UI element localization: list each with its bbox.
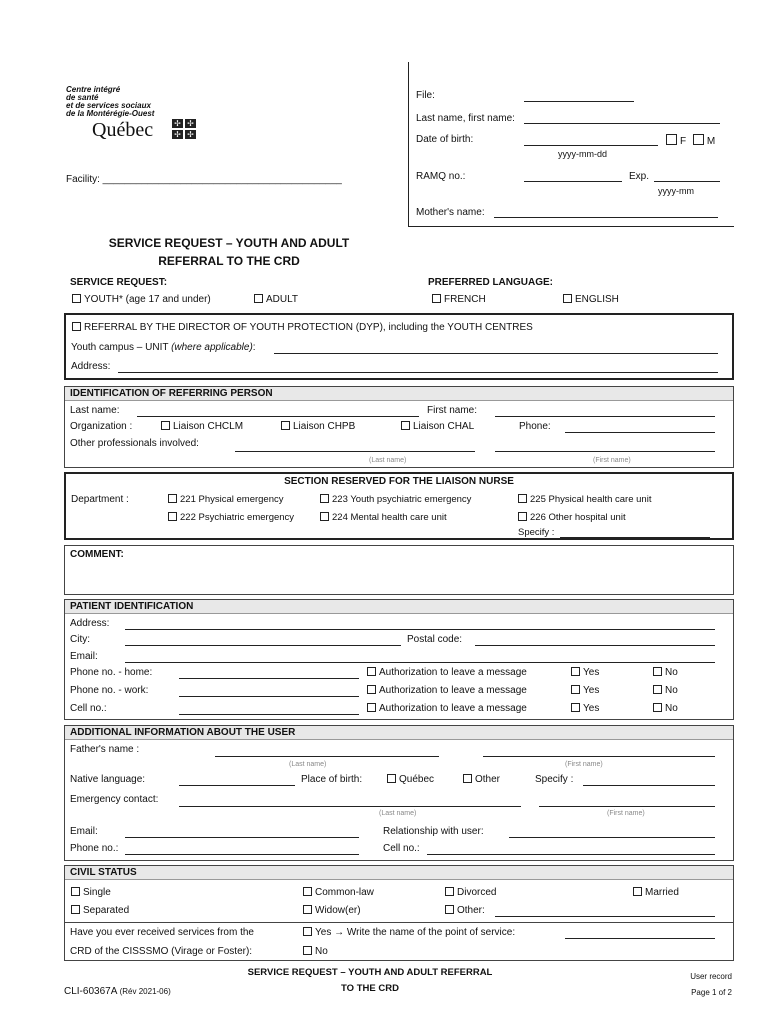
dob-label: Date of birth:	[416, 134, 474, 145]
received-no-option: No	[303, 946, 328, 957]
civil-divider	[65, 922, 733, 923]
quebec-wordmark: Québec	[92, 119, 154, 141]
divorced-checkbox[interactable]	[445, 887, 454, 896]
referring-heading: IDENTIFICATION OF REFERRING PERSON	[65, 387, 733, 401]
ramq-label: RAMQ no.:	[416, 171, 466, 182]
birth-other-checkbox[interactable]	[463, 774, 472, 783]
emergency-last-input[interactable]	[179, 806, 521, 807]
auth-home-yes-checkbox[interactable]	[571, 667, 580, 676]
contact-phone-input[interactable]	[125, 854, 359, 855]
other-prof-last-hint: (Last name)	[369, 457, 407, 464]
separated-option: Separated	[71, 905, 129, 916]
dyp-referral-checkbox[interactable]	[72, 322, 81, 331]
adult-label: ADULT	[266, 294, 299, 305]
dyp-address-label: Address:	[71, 361, 111, 372]
chal-checkbox[interactable]	[401, 421, 410, 430]
mother-label: Mother's name:	[416, 207, 485, 218]
civil-heading: CIVIL STATUS	[65, 866, 733, 880]
youth-checkbox[interactable]	[72, 294, 81, 303]
common-law-option: Common-law	[303, 887, 374, 898]
youth-campus-input[interactable]	[274, 353, 718, 354]
patient-address-label: Address:	[70, 618, 110, 629]
organization-logo	[66, 86, 154, 118]
phone-work-input[interactable]	[179, 696, 359, 697]
french-option	[432, 294, 486, 305]
patient-email-input[interactable]	[125, 662, 715, 663]
adult-checkbox[interactable]	[254, 294, 263, 303]
ref-first-name-label: First name:	[427, 405, 478, 416]
footer-title-line-1: SERVICE REQUEST – YOUTH AND ADULT REFERRAL	[247, 967, 493, 978]
form-code: CLI-60367A (Rév 2021-06)	[64, 986, 171, 997]
sex-m-checkbox[interactable]	[693, 134, 704, 145]
sex-options	[666, 134, 715, 147]
relationship-input[interactable]	[509, 837, 715, 838]
father-label: Father's name :	[70, 744, 140, 755]
org-line-3: et de services sociaux	[66, 101, 151, 110]
birth-specify-input[interactable]	[583, 785, 715, 786]
exp-hint: yyyy-mm	[658, 186, 694, 196]
page-number: Page 1 of 2	[691, 988, 732, 997]
father-first-input[interactable]	[483, 756, 715, 757]
chclm-checkbox[interactable]	[161, 421, 170, 430]
department-label: Department :	[71, 494, 129, 505]
ramq-input[interactable]	[524, 181, 622, 182]
chpb-checkbox[interactable]	[281, 421, 290, 430]
adult-option	[254, 294, 298, 305]
mother-input[interactable]	[494, 217, 718, 218]
native-language-label: Native language:	[70, 774, 146, 785]
ref-phone-label: Phone:	[519, 421, 551, 432]
specify-input[interactable]	[560, 537, 710, 538]
french-checkbox[interactable]	[432, 294, 441, 303]
youth-campus-label: Youth campus – UNIT (where applicable):	[71, 342, 256, 353]
file-label: File:	[416, 90, 435, 101]
ref-last-name-input[interactable]	[137, 416, 419, 417]
single-option: Single	[71, 887, 111, 898]
separated-checkbox[interactable]	[71, 905, 80, 914]
facility-field[interactable]: Facility: ___________________________________________	[66, 174, 342, 185]
ref-first-name-input[interactable]	[495, 416, 715, 417]
liaison-heading: SECTION RESERVED FOR THE LIAISON NURSE	[284, 476, 514, 487]
dept-226-option: 226 Other hospital unit	[518, 512, 626, 523]
auth-home-no: No	[653, 667, 678, 678]
patient-city-label: City:	[70, 634, 90, 645]
birth-other-option: Other	[463, 774, 500, 785]
cell-label: Cell no.:	[70, 703, 107, 714]
chclm-label: Liaison CHCLM	[173, 421, 244, 432]
other-prof-first-input[interactable]	[495, 451, 715, 452]
auth-cell-checkbox[interactable]	[367, 703, 376, 712]
divorced-option: Divorced	[445, 887, 496, 898]
label-area-bottom	[408, 226, 734, 227]
other-prof-last-input[interactable]	[235, 451, 475, 452]
english-option	[563, 294, 619, 305]
contact-cell-label: Cell no.:	[383, 843, 420, 854]
contact-cell-input[interactable]	[427, 854, 715, 855]
dept-225-option: 225 Physical health care unit	[518, 494, 651, 505]
dept-223-checkbox[interactable]	[320, 494, 329, 503]
quebec-flag-icon: ✢ ✢ ✢ ✢	[171, 118, 199, 140]
exp-input[interactable]	[654, 181, 720, 182]
sex-f-checkbox[interactable]	[666, 134, 677, 145]
org-line-1: Centre intégré	[66, 85, 121, 94]
name-label: Last name, first name:	[416, 113, 515, 124]
chal-label: Liaison CHAL	[413, 421, 475, 432]
dyp-referral-option	[72, 322, 533, 333]
civil-other-checkbox[interactable]	[445, 905, 454, 914]
comment-section[interactable]	[64, 545, 734, 595]
birth-quebec-checkbox[interactable]	[387, 774, 396, 783]
french-label: FRENCH	[444, 294, 486, 305]
point-of-service-input[interactable]	[565, 938, 715, 939]
auth-work-yes-checkbox[interactable]	[571, 685, 580, 694]
patient-email-label: Email:	[70, 651, 98, 662]
auth-home-yes: Yes	[571, 667, 599, 678]
ref-last-name-label: Last name:	[70, 405, 120, 416]
dyp-referral-label: REFERRAL BY THE DIRECTOR OF YOUTH PROTECTION (DYP), including the YOUTH CENTRES	[84, 322, 533, 333]
auth-work-no: No	[653, 685, 678, 696]
father-last-input[interactable]	[215, 756, 439, 757]
liaison-nurse-section	[64, 472, 734, 540]
father-first-hint: (First name)	[565, 761, 603, 768]
form-title-line-2: REFERRAL TO THE CRD	[158, 254, 300, 268]
footer-title-line-2: TO THE CRD	[341, 983, 399, 994]
specify-label: Specify :	[518, 527, 555, 538]
received-question-line-1: Have you ever received services from the	[70, 927, 254, 938]
chpb-label: Liaison CHPB	[293, 421, 356, 432]
received-question-line-2: CRD of the CISSSMO (Virage or Foster):	[70, 946, 253, 957]
auth-work-no-checkbox[interactable]	[653, 685, 662, 694]
auth-home-no-checkbox[interactable]	[653, 667, 662, 676]
additional-heading: ADDITIONAL INFORMATION ABOUT THE USER	[65, 726, 733, 740]
org-line-2: de santé	[66, 93, 99, 102]
birth-specify-label: Specify :	[535, 774, 574, 785]
language-label: PREFERRED LANGUAGE:	[428, 277, 554, 288]
sex-f-label: F	[680, 136, 687, 147]
phone-home-label: Phone no. - home:	[70, 667, 153, 678]
auth-work-yes: Yes	[571, 685, 599, 696]
auth-cell-no: No	[653, 703, 678, 714]
dept-221-checkbox[interactable]	[168, 494, 177, 503]
organization-label: Organization :	[70, 421, 133, 432]
emergency-first-hint: (First name)	[607, 810, 645, 817]
dept-224-checkbox[interactable]	[320, 512, 329, 521]
contact-email-label: Email:	[70, 826, 98, 837]
english-checkbox[interactable]	[563, 294, 572, 303]
single-checkbox[interactable]	[71, 887, 80, 896]
phone-home-input[interactable]	[179, 678, 359, 679]
postal-code-input[interactable]	[475, 645, 715, 646]
received-yes-option: Yes → Write the name of the point of service:	[303, 927, 515, 938]
postal-code-label: Postal code:	[407, 634, 463, 645]
chpb-option	[281, 421, 355, 432]
dob-hint: yyyy-mm-dd	[558, 149, 607, 159]
cell-input[interactable]	[179, 714, 359, 715]
label-area-border	[408, 62, 409, 226]
married-option: Married	[633, 887, 679, 898]
form-title-line-1: SERVICE REQUEST – YOUTH AND ADULT	[108, 236, 350, 250]
chclm-option	[161, 421, 243, 432]
auth-home-checkbox[interactable]	[367, 667, 376, 676]
place-of-birth-label: Place of birth:	[301, 774, 363, 785]
file-input[interactable]	[524, 101, 634, 102]
org-line-4: de la Montérégie-Ouest	[66, 109, 155, 118]
sex-m-label: M	[706, 136, 716, 147]
service-request-label: SERVICE REQUEST:	[70, 277, 168, 288]
exp-label: Exp.	[629, 171, 650, 182]
patient-heading: PATIENT IDENTIFICATION	[65, 600, 733, 614]
phone-work-label: Phone no. - work:	[70, 685, 149, 696]
dept-221-option: 221 Physical emergency	[168, 494, 284, 505]
emergency-contact-label: Emergency contact:	[70, 794, 159, 805]
relationship-label: Relationship with user:	[383, 826, 484, 837]
father-last-hint: (Last name)	[289, 761, 327, 768]
civil-status-section	[64, 865, 734, 961]
civil-other-input[interactable]	[495, 916, 715, 917]
dept-226-checkbox[interactable]	[518, 512, 527, 521]
dept-222-option: 222 Psychiatric emergency	[168, 512, 294, 523]
patient-identification-section	[64, 599, 734, 720]
other-prof-first-hint: (First name)	[593, 457, 631, 464]
dyp-address-input[interactable]	[118, 372, 718, 373]
dept-225-checkbox[interactable]	[518, 494, 527, 503]
dyp-section	[64, 313, 734, 380]
referring-person-section	[64, 386, 734, 468]
auth-home-option: Authorization to leave a message	[367, 667, 527, 678]
chal-option	[401, 421, 474, 432]
youth-option	[72, 294, 211, 305]
native-language-input[interactable]	[179, 785, 295, 786]
additional-info-section	[64, 725, 734, 861]
contact-email-input[interactable]	[125, 837, 359, 838]
common-law-checkbox[interactable]	[303, 887, 312, 896]
emergency-last-hint: (Last name)	[379, 810, 417, 817]
comment-heading: COMMENT:	[70, 549, 124, 560]
received-yes-checkbox[interactable]	[303, 927, 312, 936]
dept-223-option: 223 Youth psychiatric emergency	[320, 494, 471, 505]
auth-cell-no-checkbox[interactable]	[653, 703, 662, 712]
birth-quebec-option: Québec	[387, 774, 434, 785]
auth-cell-option: Authorization to leave a message	[367, 703, 527, 714]
other-professionals-label: Other professionals involved:	[70, 438, 199, 449]
widow-option: Widow(er)	[303, 905, 361, 916]
auth-work-checkbox[interactable]	[367, 685, 376, 694]
emergency-first-input[interactable]	[539, 806, 715, 807]
ref-phone-input[interactable]	[565, 432, 715, 433]
youth-label: YOUTH* (age 17 and under)	[84, 294, 211, 305]
auth-cell-yes: Yes	[571, 703, 599, 714]
patient-city-input[interactable]	[125, 645, 401, 646]
dept-222-checkbox[interactable]	[168, 512, 177, 521]
auth-cell-yes-checkbox[interactable]	[571, 703, 580, 712]
contact-phone-label: Phone no.:	[70, 843, 119, 854]
married-checkbox[interactable]	[633, 887, 642, 896]
dob-input[interactable]	[524, 145, 658, 146]
received-no-checkbox[interactable]	[303, 946, 312, 955]
civil-other-option: Other:	[445, 905, 485, 916]
patient-address-input[interactable]	[125, 629, 715, 630]
user-record-label: User record	[690, 972, 732, 981]
english-label: ENGLISH	[575, 294, 619, 305]
dept-224-option: 224 Mental health care unit	[320, 512, 447, 523]
widow-checkbox[interactable]	[303, 905, 312, 914]
auth-work-option: Authorization to leave a message	[367, 685, 527, 696]
name-input[interactable]	[524, 123, 720, 124]
